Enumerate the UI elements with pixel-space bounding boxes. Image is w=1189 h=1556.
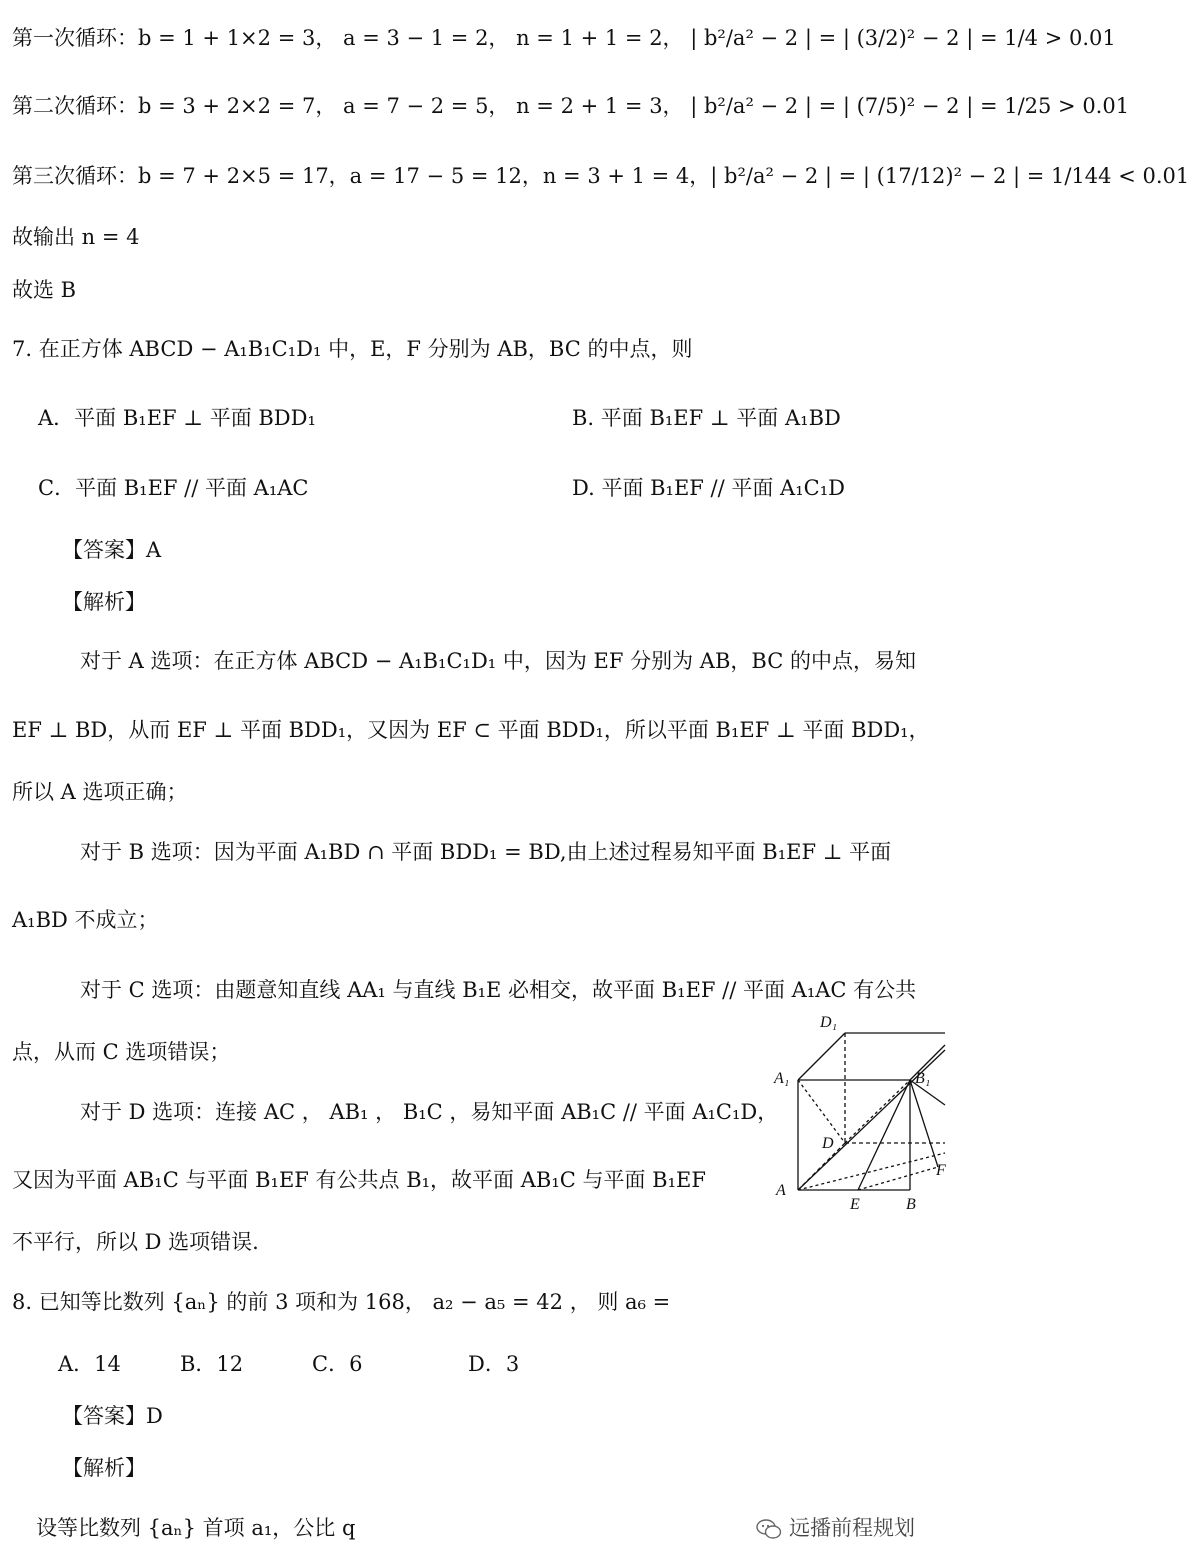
loop-line-3: 第三次循环：b = 7 + 2×5 = 17，a = 17 − 5 = 12，n = 3 + 1 = 4，| b²/a² − 2 | = | (17/12)² − 2 | = 1/144 < 0.01	[12, 164, 1189, 188]
q7-analysis-line: 所以 A 选项正确；	[12, 780, 188, 804]
q8-option-d: D．3	[468, 1352, 520, 1376]
watermark-text: 远播前程规划	[789, 1516, 915, 1540]
q7-analysis-line: 点，从而 C 选项错误；	[12, 1040, 231, 1064]
q8-option-b: B．12	[180, 1352, 244, 1376]
loop-line-1: 第一次循环：b = 1 + 1×2 = 3， a = 3 − 1 = 2， n = 1 + 1 = 2， | b²/a² − 2 | = | (3/2)² − 2 | = 1/4 > 0.01	[12, 26, 1116, 50]
q7-answer: 【答案】A	[62, 538, 162, 562]
q7-analysis-line: A₁BD 不成立；	[12, 908, 159, 932]
q7-analysis-line: 对于 D 选项：连接 AC ， AB₁ ， B₁C ，易知平面 AB₁C // 平面 A₁C₁D，	[80, 1100, 779, 1124]
choose-line: 故选 B	[12, 278, 77, 302]
q7-analysis-line: 对于 C 选项：由题意知直线 AA₁ 与直线 B₁E 必相交，故平面 B₁EF // 平面 A₁AC 有公共	[80, 978, 917, 1002]
q7-option-b: B. 平面 B₁EF ⊥ 平面 A₁BD	[572, 406, 841, 430]
q8-analysis-heading: 【解析】	[62, 1456, 146, 1480]
q8-stem: 8. 已知等比数列 {aₙ} 的前 3 项和为 168， a₂ − a₅ = 42 ， 则 a₆ =	[12, 1290, 671, 1314]
label-F: F	[936, 1162, 946, 1179]
q7-option-d: D. 平面 B₁EF // 平面 A₁C₁D	[572, 476, 845, 500]
loop-line-2: 第二次循环：b = 3 + 2×2 = 7， a = 7 − 2 = 5， n = 2 + 1 = 3， | b²/a² − 2 | = | (7/5)² − 2 | = 1/25 > 0.01	[12, 94, 1130, 118]
q7-option-c: C．平面 B₁EF // 平面 A₁AC	[38, 476, 309, 500]
q7-option-a: A．平面 B₁EF ⊥ 平面 BDD₁	[38, 406, 316, 430]
label-B: B	[906, 1196, 916, 1213]
wechat-icon	[755, 1518, 783, 1540]
label-D: D	[822, 1135, 834, 1152]
q8-option-a: A．14	[58, 1352, 121, 1376]
label-E: E	[850, 1196, 860, 1213]
label-A1: A₁	[774, 1070, 790, 1087]
q7-analysis-line: 对于 B 选项：因为平面 A₁BD ∩ 平面 BDD₁ = BD,由上述过程易知平面 B₁EF ⊥ 平面	[80, 840, 892, 864]
q7-analysis-line: EF ⊥ BD，从而 EF ⊥ 平面 BDD₁，又因为 EF ⊂ 平面 BDD₁，所以平面 B₁EF ⊥ 平面 BDD₁，	[12, 718, 930, 742]
label-D1: D₁	[820, 1014, 838, 1031]
output-line: 故输出 n = 4	[12, 225, 140, 249]
q7-analysis-line: 对于 A 选项：在正方体 ABCD − A₁B₁C₁D₁ 中，因为 EF 分别为 AB，BC 的中点，易知	[80, 649, 916, 673]
q8-option-c: C．6	[312, 1352, 363, 1376]
q8-analysis-line: 设等比数列 {aₙ} 首项 a₁，公比 q	[36, 1516, 356, 1540]
cube-figure	[770, 1005, 945, 1220]
q7-analysis-line: 又因为平面 AB₁C 与平面 B₁EF 有公共点 B₁，故平面 AB₁C 与平面 B₁EF	[12, 1168, 706, 1192]
q8-answer: 【答案】D	[62, 1404, 163, 1428]
watermark	[755, 1512, 915, 1542]
q7-stem: 7. 在正方体 ABCD − A₁B₁C₁D₁ 中，E，F 分别为 AB，BC 的中点，则	[12, 337, 693, 361]
q7-analysis-heading: 【解析】	[62, 590, 146, 614]
label-A: A	[776, 1182, 786, 1199]
q7-analysis-line: 不平行，所以 D 选项错误.	[12, 1230, 259, 1254]
label-B1: B₁	[915, 1070, 931, 1087]
